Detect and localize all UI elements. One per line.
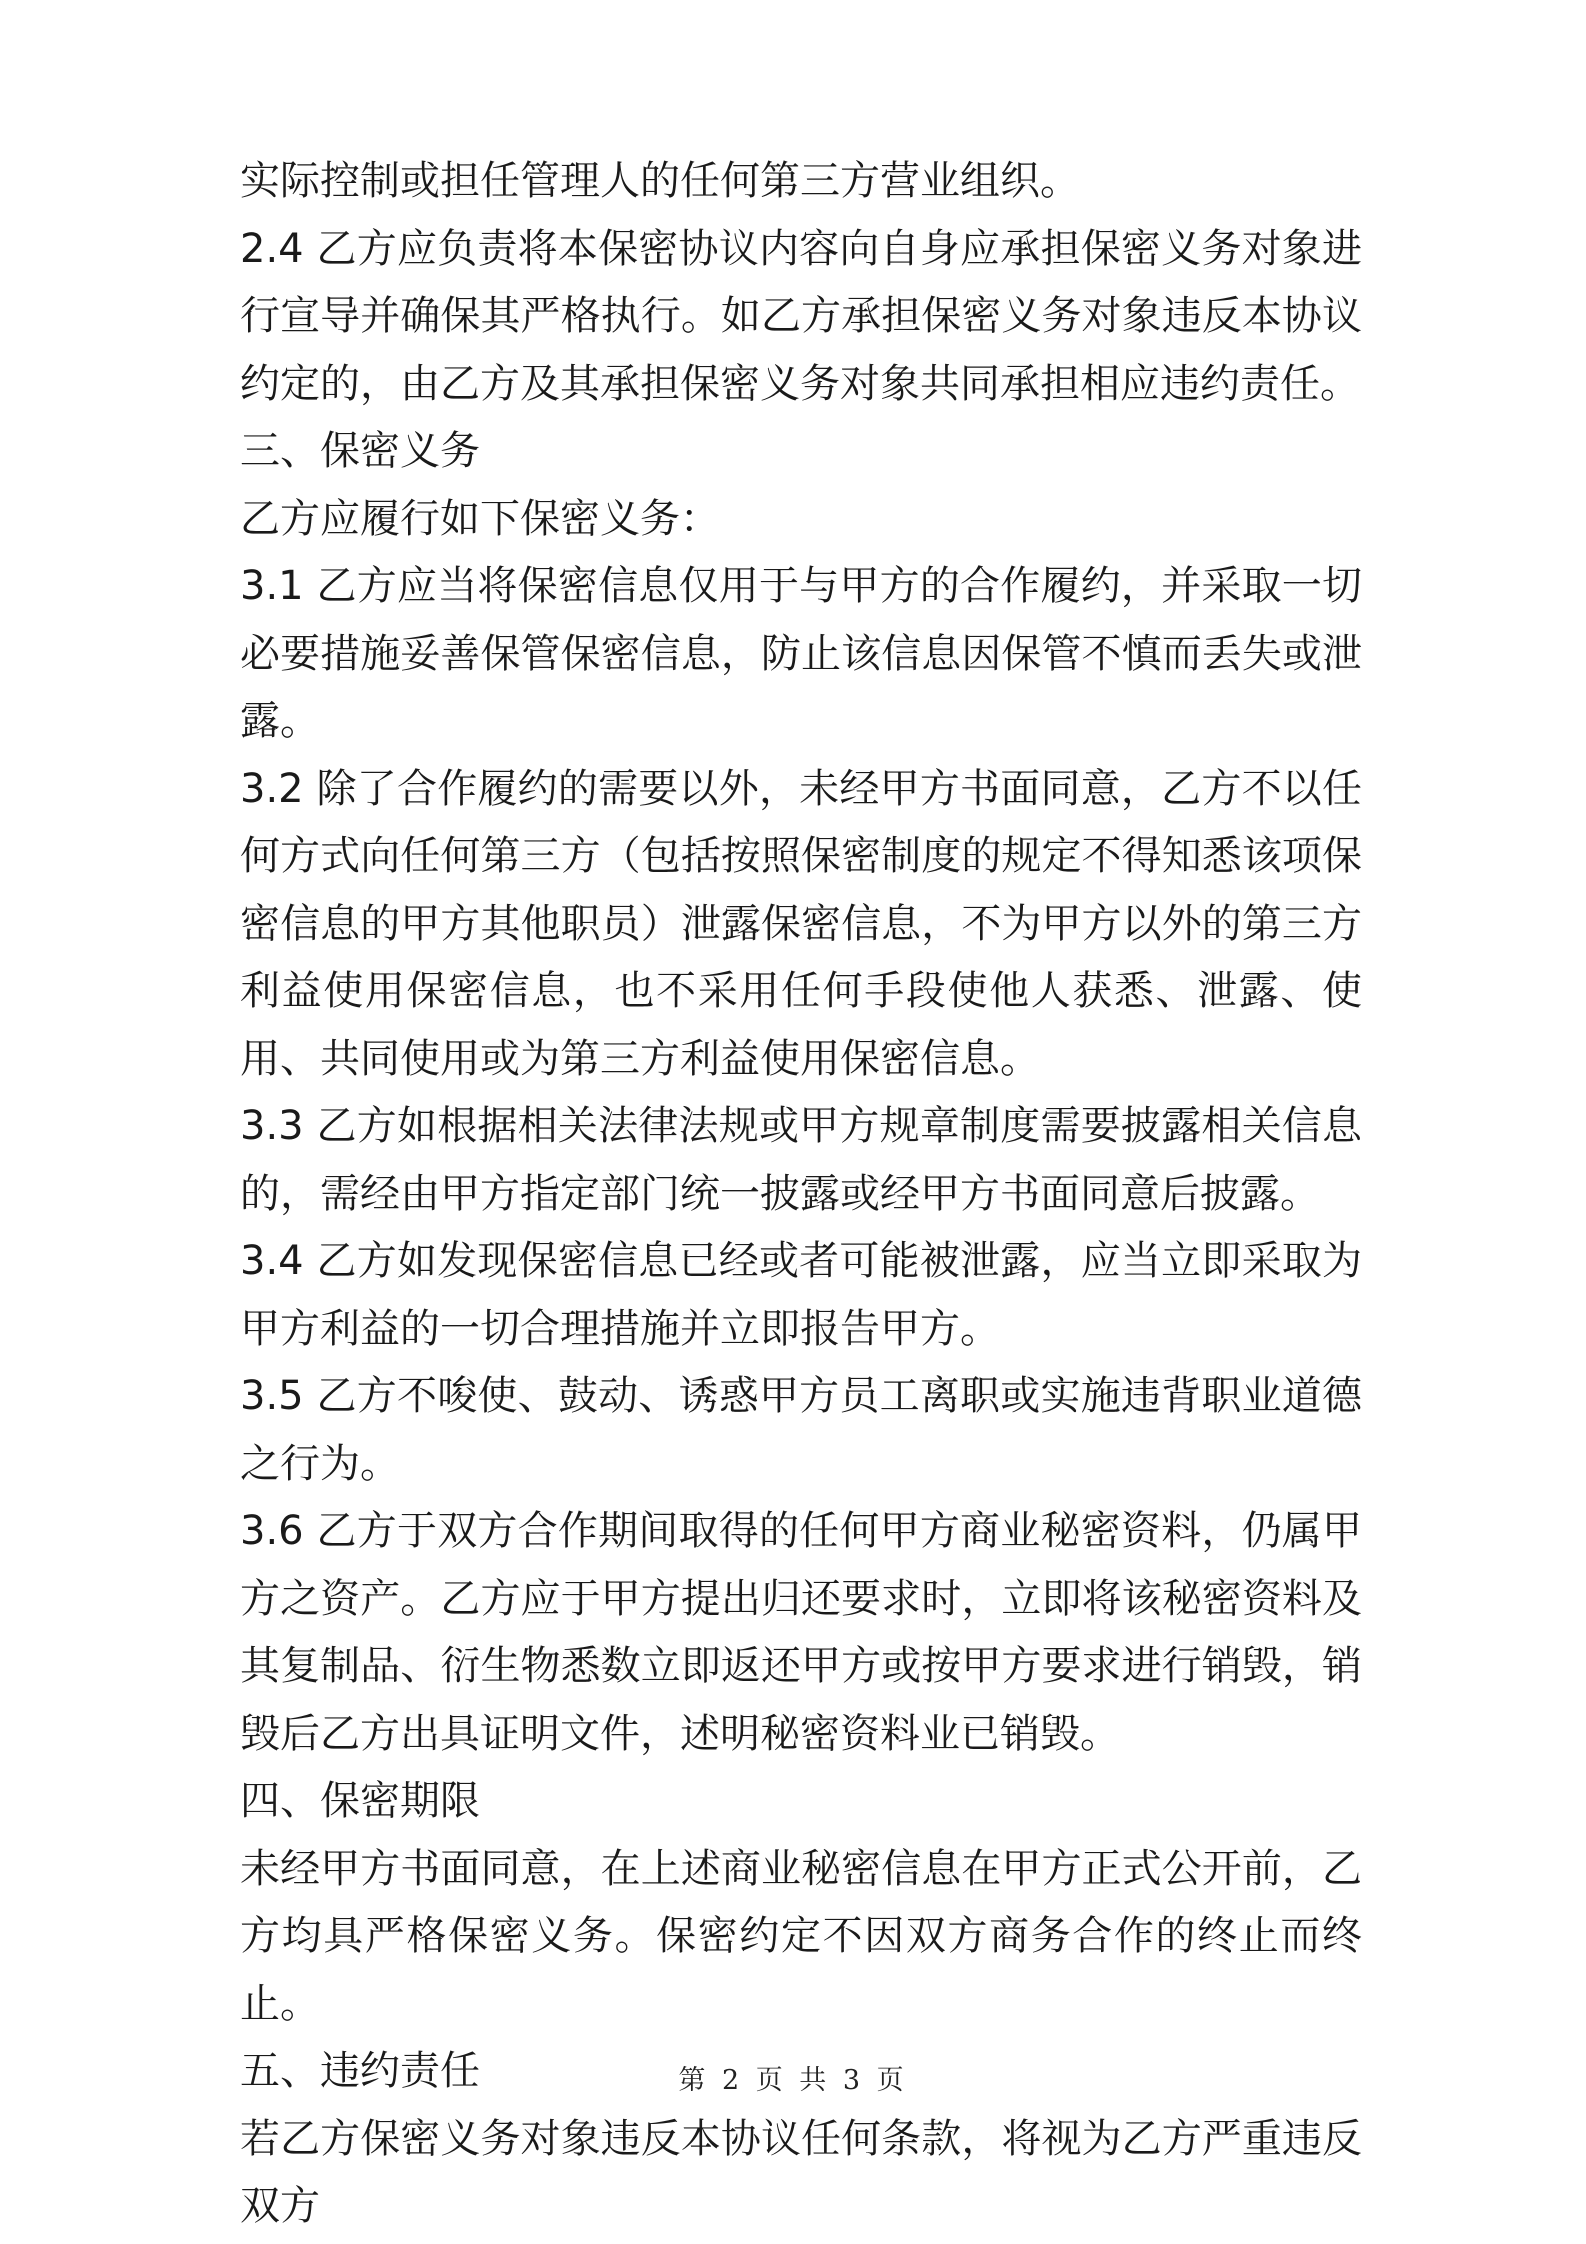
confidentiality-period-text: 未经甲方书面同意，在上述商业秘密信息在甲方正式公开前，乙方均具严格保密义务。保密约定不因双方商务合作的终止而终止。 xyxy=(240,1845,1362,2027)
clause-3-5: 3.5 乙方不唆使、鼓动、诱惑甲方员工离职或实施违背职业道德之行为。 xyxy=(240,1373,1362,1487)
page-number-footer: 第 2 页 共 3 页 xyxy=(678,2065,908,2096)
breach-liability-text: 若乙方保密义务对象违反本协议任何条款，将视为乙方严重违反双方 xyxy=(240,2115,1362,2229)
clause-3-6: 3.6 乙方于双方合作期间取得的任何甲方商业秘密资料，仍属甲方之资产。乙方应于甲方提出归还要求时，立即将该秘密资料及其复制品、衍生物悉数立即返还甲方或按甲方要求进行销毁，销毁后乙方出具证明文件，述明秘密资料业已销毁。 xyxy=(240,1508,1362,1757)
clause-3-3: 3.3 乙方如根据相关法律法规或甲方规章制度需要披露相关信息的，需经由甲方指定部门统一披露或经甲方书面同意后披露。 xyxy=(240,1103,1362,1217)
section-heading-confidentiality-obligations: 三、保密义务 xyxy=(240,428,480,474)
clause-3-4: 3.4 乙方如发现保密信息已经或者可能被泄露，应当立即采取为甲方利益的一切合理措施并立即报告甲方。 xyxy=(240,1238,1362,1352)
clause-2-4: 2.4 乙方应负责将本保密协议内容向自身应承担保密义务对象进行宣导并确保其严格执行。如乙方承担保密义务对象违反本协议约定的，由乙方及其承担保密义务对象共同承担相应违约责任。 xyxy=(240,225,1362,407)
document-body xyxy=(240,148,1362,2241)
clause-3-1: 3.1 乙方应当将保密信息仅用于与甲方的合作履约，并采取一切必要措施妥善保管保密信息，防止该信息因保管不慎而丢失或泄露。 xyxy=(240,563,1362,744)
section-heading-breach-liability: 五、违约责任 xyxy=(240,2048,480,2094)
obligations-intro: 乙方应履行如下保密义务： xyxy=(240,495,720,542)
section-heading-confidentiality-period: 四、保密期限 xyxy=(240,1778,480,1824)
paragraph-continuation: 实际控制或担任管理人的任何第三方营业组织。 xyxy=(240,158,1080,204)
clause-3-2: 3.2 除了合作履约的需要以外，未经甲方书面同意，乙方不以任何方式向任何第三方（包括按照保密制度的规定不得知悉该项保密信息的甲方其他职员）泄露保密信息，不为甲方以外的第三方利益使用保密信息，也不采用任何手段使他人获悉、泄露、使用、共同使用或为第三方利益使用保密信息。 xyxy=(240,765,1362,1082)
